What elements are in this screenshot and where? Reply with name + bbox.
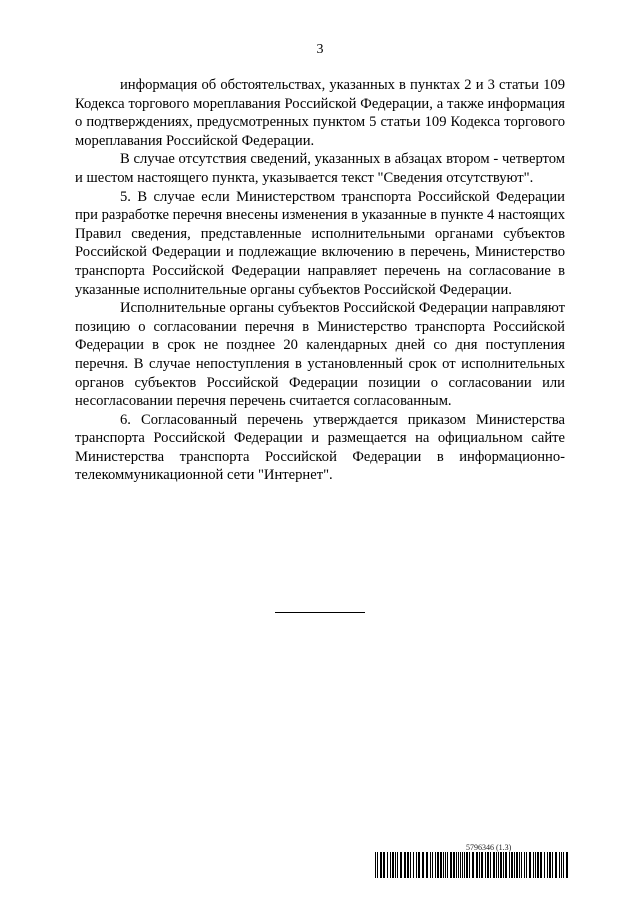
barcode-bar	[437, 852, 439, 878]
barcode-bar	[413, 852, 414, 878]
barcode-bar	[552, 852, 553, 878]
barcode-bar	[566, 852, 568, 878]
barcode-bar	[500, 852, 502, 878]
page-number: 3	[316, 42, 324, 57]
paragraph: информация об обстоятельствах, указанных в пунктах 2 и 3 статьи 109 Кодекса торгового мореплавания Российской Федерации, а также информация о подтверждениях, предусмотренных пунктом 5 статьи 109 Кодекса торгового мореплавания Российской Федерации.	[75, 77, 565, 149]
barcode-bar	[544, 852, 545, 878]
barcode-bar	[456, 852, 457, 878]
barcode-bar	[485, 852, 486, 878]
barcode-bar	[469, 852, 470, 878]
barcode-bar	[375, 852, 376, 878]
barcode-bar	[498, 852, 499, 878]
barcode-bar	[505, 852, 507, 878]
paragraph: Исполнительные органы субъектов Российской Федерации направляют позицию о согласовании перечня в Министерство транспорта Российской Федерации в срок не позднее 20 календарных дней со дня поступления перечня. В случае непоступления в установленный срок от исполнительных органов субъектов Российской Федерации позиции о согласовании или несогласовании перечня перечень считается согласованным.	[75, 300, 565, 410]
barcode-bar	[547, 852, 548, 878]
barcode-bar	[496, 852, 497, 878]
barcode-bar	[561, 852, 562, 878]
barcode-bar	[549, 852, 551, 878]
barcode-bar	[559, 852, 560, 878]
barcode-bar	[487, 852, 489, 878]
document-body	[75, 76, 565, 485]
barcode-bar	[466, 852, 468, 878]
barcode-bar	[445, 852, 446, 878]
barcode-bar	[511, 852, 513, 878]
barcode-bar	[555, 852, 557, 878]
barcode-bar	[464, 852, 465, 878]
barcode-bar	[453, 852, 455, 878]
barcode-bar	[460, 852, 461, 878]
barcode-bar	[390, 852, 391, 878]
barcode-bar	[535, 852, 536, 878]
barcode-bar	[377, 852, 378, 878]
paragraph: В случае отсутствия сведений, указанных в абзацах втором - четвертом и шестом настоящего пункта, указывается текст "Сведения отсутствуют".	[75, 151, 565, 186]
barcode-bar	[481, 852, 483, 878]
barcode-bar	[526, 852, 527, 878]
barcode-bar	[443, 852, 444, 878]
barcode-bar	[380, 852, 382, 878]
barcode-bar	[521, 852, 522, 878]
barcode-bar	[426, 852, 428, 878]
barcode-bar	[430, 852, 431, 878]
barcode-bar	[387, 852, 388, 878]
barcode-bar	[472, 852, 474, 878]
barcode-bar	[540, 852, 542, 878]
barcode-bar	[563, 852, 564, 878]
barcode-bar	[503, 852, 504, 878]
barcode-bar	[432, 852, 433, 878]
barcode-bar	[397, 852, 398, 878]
barcode-bar	[440, 852, 442, 878]
barcode-bar	[418, 852, 420, 878]
document-code: 5796346 (1.3)	[466, 843, 512, 852]
barcode-bar	[537, 852, 539, 878]
barcode-bar	[516, 852, 518, 878]
barcode-bar	[462, 852, 463, 878]
barcode-bar	[493, 852, 495, 878]
barcode-bar	[476, 852, 478, 878]
barcode-bar	[447, 852, 448, 878]
barcode-bar	[392, 852, 394, 878]
barcode-bar	[519, 852, 520, 878]
barcode-bar	[404, 852, 406, 878]
barcode-bar	[529, 852, 531, 878]
barcode-image	[375, 852, 569, 878]
barcode-bar	[416, 852, 417, 878]
barcode-bar	[509, 852, 510, 878]
barcode-bar	[524, 852, 525, 878]
barcode-bar	[400, 852, 402, 878]
barcode-bar	[383, 852, 385, 878]
barcode-bar	[479, 852, 480, 878]
paragraph: 6. Согласованный перечень утверждается приказом Министерства транспорта Российской Федерации и размещается на официальном сайте Министерства транспорта Российской Федерации в информационно-телекоммуникационной сети "Интернет".	[75, 411, 565, 484]
barcode-bar	[435, 852, 436, 878]
end-separator-line	[275, 612, 365, 613]
barcode-bar	[514, 852, 515, 878]
barcode-bar	[490, 852, 491, 878]
barcode-bar	[450, 852, 452, 878]
barcode-bar	[458, 852, 459, 878]
paragraph: 5. В случае если Министерством транспорта Российской Федерации при разработке перечня внесены изменения в указанные в пункте 4 настоящих Правил сведения, представленные исполнительными органами субъектов Российской Федерации и подлежащие включению в перечень, Министерство транспорта Российской Федерации направляет перечень на согласование в указанные исполнительные органы субъектов Российской Федерации.	[75, 188, 565, 298]
barcode-bar	[422, 852, 424, 878]
barcode-bar	[395, 852, 396, 878]
barcode-bar	[407, 852, 409, 878]
barcode-bar	[533, 852, 534, 878]
barcode-bar	[410, 852, 411, 878]
